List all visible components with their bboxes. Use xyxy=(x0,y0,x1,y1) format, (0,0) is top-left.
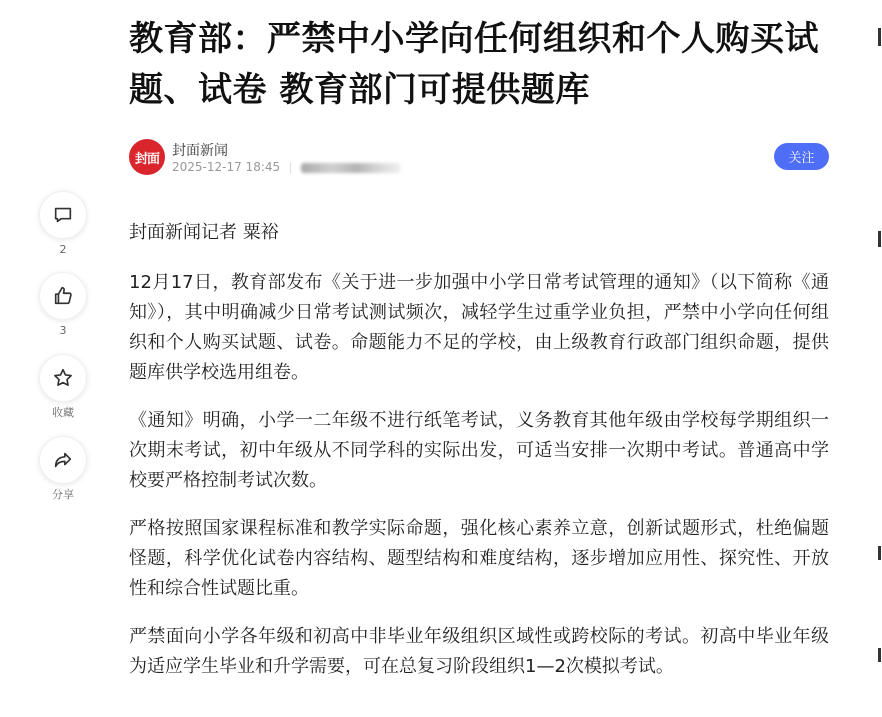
comment-action xyxy=(39,191,87,257)
like-count: 3 xyxy=(59,324,67,337)
blurred-location-text xyxy=(301,163,401,173)
meta-divider xyxy=(290,162,291,174)
article-body xyxy=(129,218,829,700)
favorite-action xyxy=(39,354,87,420)
edge-fragment xyxy=(878,28,881,46)
article-paragraph: 12月17日，教育部发布《关于进一步加强中小学日常考试管理的通知》（以下简称《通知》），其中明确减少日常考试测试频次，减轻学生过重学业负担，严禁中小学向任何组织和个人购买试题、试卷。命题能力不足的学校，由上级教育行政部门组织命题，提供题库供学校选用组卷。 xyxy=(129,272,829,383)
publish-datetime: 2025-12-17 18:45 xyxy=(172,160,281,174)
share-icon xyxy=(52,449,74,471)
favorite-button[interactable] xyxy=(39,354,87,402)
right-sidebar-edge xyxy=(872,0,882,717)
article-paragraph: 严禁面向小学各年级和初高中非毕业年级组织区域性或跨校际的考试。初高中毕业年级为适应学生毕业和升学需要，可在总复习阶段组织1—2次模拟考试。 xyxy=(129,626,829,677)
like-button[interactable] xyxy=(39,272,87,320)
author-row xyxy=(129,139,829,179)
article-title: 教育部：严禁中小学向任何组织和个人购买试题、试卷 教育部门可提供题库 xyxy=(129,19,819,110)
author-avatar[interactable]: 封面 xyxy=(129,139,165,175)
share-label: 分享 xyxy=(52,488,74,501)
comment-icon xyxy=(52,204,74,226)
follow-button[interactable]: 关注 xyxy=(774,143,829,170)
share-button[interactable] xyxy=(39,436,87,484)
share-action xyxy=(39,436,87,502)
article-paragraph: 严格按照国家课程标准和教学实际命题，强化核心素养立意，创新试题形式，杜绝偏题怪题，科学优化试卷内容结构、题型结构和难度结构，逐步增加应用性、探究性、开放性和综合性试题比重。 xyxy=(129,518,829,599)
comment-button[interactable] xyxy=(39,191,87,239)
edge-fragment xyxy=(878,648,881,662)
author-name[interactable]: 封面新闻 xyxy=(172,143,228,159)
edge-fragment xyxy=(878,231,881,247)
article-paragraph: 《通知》明确，小学一二年级不进行纸笔考试，义务教育其他年级由学校每学期组织一次期末考试，初中年级从不同学科的实际出发，可适当安排一次期中考试。普通高中学校要严格控制考试次数。 xyxy=(129,410,829,491)
comment-count: 2 xyxy=(59,243,67,256)
star-icon xyxy=(52,367,74,389)
thumbs-up-icon xyxy=(52,285,74,307)
favorite-label: 收藏 xyxy=(52,406,74,419)
reporter-byline: 封面新闻记者 粟裕 xyxy=(129,222,279,243)
like-action xyxy=(39,272,87,338)
edge-fragment xyxy=(878,546,881,560)
